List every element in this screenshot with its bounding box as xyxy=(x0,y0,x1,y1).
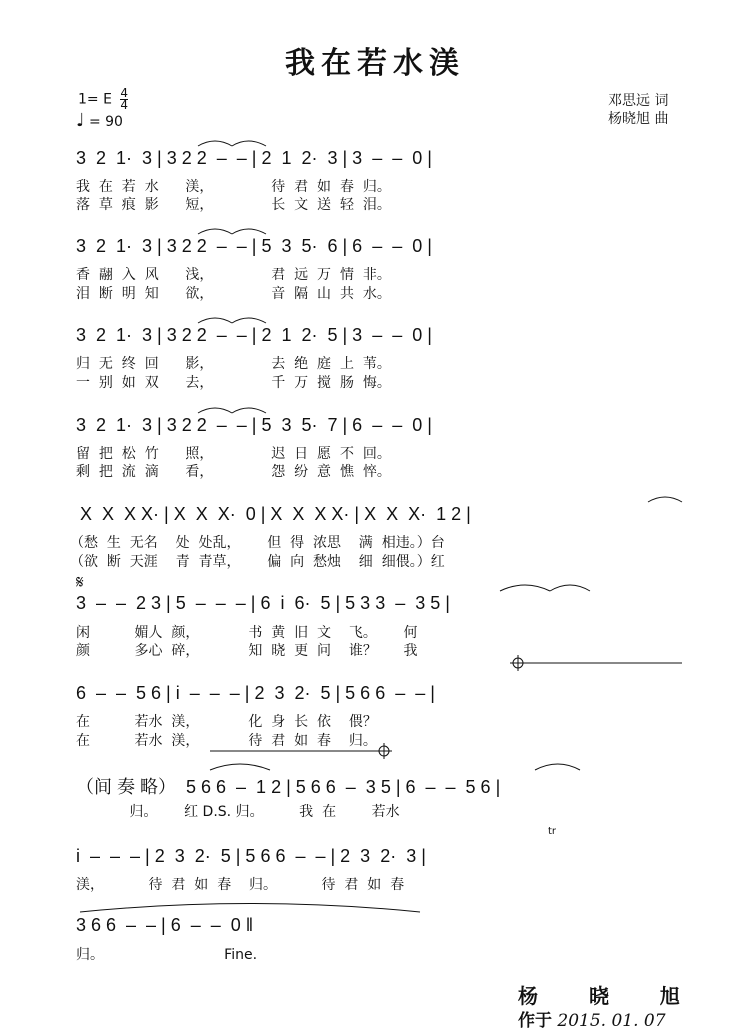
notes-row-8: （间 奏 略） 5 6 6 – 1 2 | 5 6 6 – 3 5 | 6 – – 5 6 | xyxy=(76,777,501,797)
date-label: 作于 xyxy=(518,1011,552,1031)
lyrics-row-7-line-1: 在 若水 渼， 化 身 长 依 偎？ xyxy=(76,714,377,730)
key-label: 1= E xyxy=(78,91,112,108)
signature: 杨 晓 旭 xyxy=(518,984,702,1008)
lyrics-row-2-line-2: 泪 断 明 知 欲， 音 隔 山 共 水。 xyxy=(76,286,391,302)
segno-icon: 𝄋 xyxy=(76,572,84,593)
lyrics-row-10-line-1: 归。 Fine. xyxy=(76,947,258,963)
lyrics-row-3-line-2: 一 别 如 双 去， 千 万 搅 肠 悔。 xyxy=(76,375,391,391)
tempo-marking xyxy=(76,110,123,131)
key-signature xyxy=(78,88,128,111)
date-value: 2015. 01. 07 xyxy=(557,1011,666,1031)
time-bottom: 4 xyxy=(120,98,129,112)
lyrics-row-6-line-1: 闲 媚人 颜， 书 黄 旧 文 飞。 何 xyxy=(76,625,418,641)
lyrics-row-9-line-1: 渼， 待 君 如 春 归。 待 君 如 春 xyxy=(76,877,405,893)
lyricist-credit: 邓思远 词 xyxy=(608,93,669,109)
notes-row-10: 3 6 6 – – | 6 – – 0 ‖ xyxy=(76,915,254,935)
lyrics-row-5-line-1: （愁 生 无名 处 处乱， 但 得 浓思 满 相违。）台 xyxy=(70,535,445,551)
notes-row-7: 6 – – 5 6 | i – – – | 2 3 2· 5 | 5 6 6 – – | xyxy=(76,683,435,703)
quarter-note-icon: ♩ xyxy=(76,110,85,131)
composer-credit: 杨晓旭 曲 xyxy=(608,111,669,127)
lyrics-row-8-line-1: 归。 红 D.S. 归。 我 在 若水 xyxy=(76,804,400,820)
time-top: 4 xyxy=(120,86,129,100)
lyrics-row-3-line-1: 归 无 终 回 影， 去 绝 庭 上 苇。 xyxy=(76,356,391,372)
notes-row-3: 3 2 1· 3 | 3 2 2 – – | 2 1 2· 5 | 3 – – 0 | xyxy=(76,325,432,345)
notes-row-5: X X X X· | X X X· 0 | X X X X· | X X X· 1 2 | xyxy=(80,504,471,524)
lyrics-row-1-line-2: 落 草 痕 影 短， 长 文 送 轻 泪。 xyxy=(76,197,391,213)
page-title: 我在若水渼 xyxy=(285,46,465,81)
lyrics-row-7-line-2: 在 若水 渼， 待 君 如 春 归。 xyxy=(76,733,377,749)
lyrics-row-1-line-1: 我 在 若 水 渼， 待 君 如 春 归。 xyxy=(76,179,391,195)
lyrics-row-4-line-1: 留 把 松 竹 照， 迟 日 愿 不 回。 xyxy=(76,446,391,462)
lyrics-row-5-line-2: （欲 断 天涯 青 青草， 偏 向 愁烛 细 细偎。）红 xyxy=(70,554,445,570)
trill-mark: tr xyxy=(548,826,557,837)
notes-row-1: 3 2 1· 3 | 3 2 2 – – | 2 1 2· 3 | 3 – – 0 | xyxy=(76,148,432,168)
notes-row-6: 3 – – 2 3 | 5 – – – | 6 i 6· 5 | 5 3 3 – 3 5 | xyxy=(76,593,450,613)
lyrics-row-2-line-1: 香 翮 入 风 浅， 君 远 万 情 非。 xyxy=(76,267,391,283)
lyrics-row-4-line-2: 剩 把 流 滴 看， 怨 纷 意 憔 悴。 xyxy=(76,464,391,480)
notes-row-9: i – – – | 2 3 2· 5 | 5 6 6 – – | 2 3 2· 3 | xyxy=(76,846,426,866)
notes-row-2: 3 2 1· 3 | 3 2 2 – – | 5 3 5· 6 | 6 – – 0 | xyxy=(76,236,432,256)
lyrics-row-6-line-2: 颜 多心 碎， 知 晓 更 问 谁？ 我 xyxy=(76,643,418,659)
composition-date xyxy=(518,1006,666,1031)
notes-row-4: 3 2 1· 3 | 3 2 2 – – | 5 3 5· 7 | 6 – – 0 | xyxy=(76,415,432,435)
tempo-value: = 90 xyxy=(88,114,123,130)
